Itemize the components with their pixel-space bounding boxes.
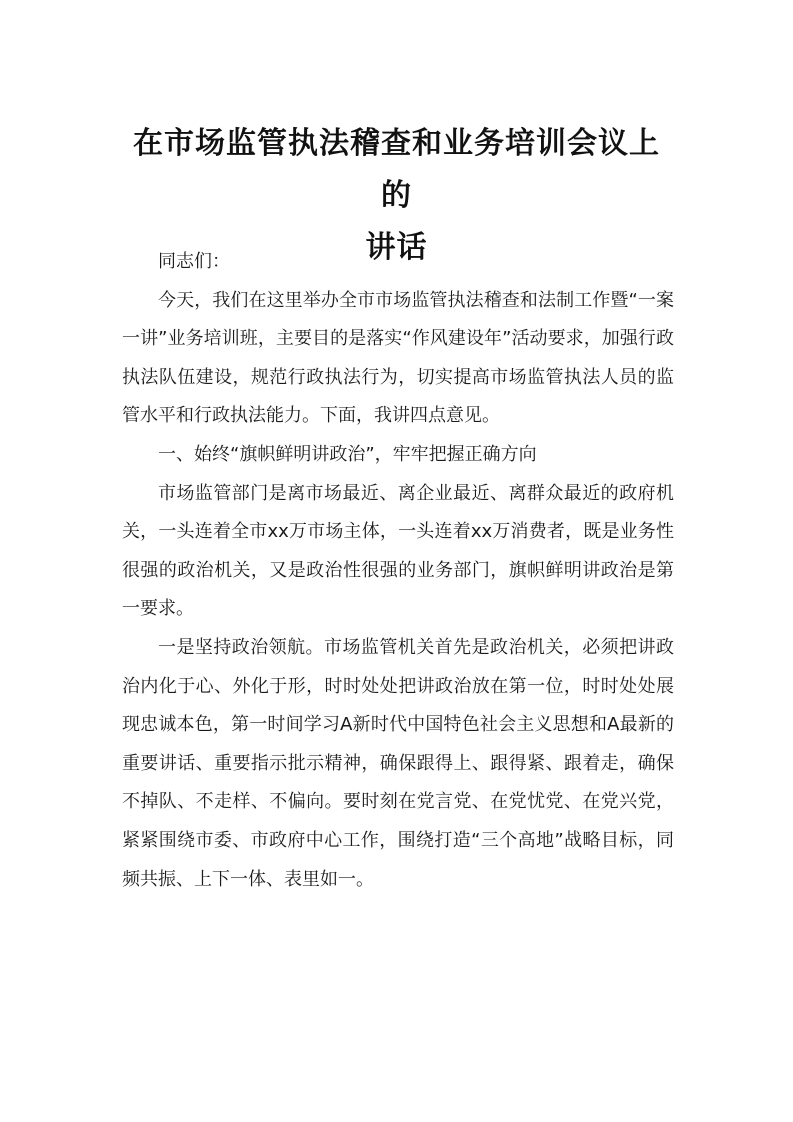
salutation: 同志们： (158, 251, 230, 272)
title-line-1: 在市场监管执法稽查和业务培训会议上的 (133, 126, 660, 213)
paragraph-intro: 今天，我们在这里举办全市市场监管执法稽查和法制工作暨“一案一讲”业务培训班，主要目的是落实“作风建设年”活动要求，加强行政执法队伍建设，规范行政执法行为，切实提高市场监管执法人员的监管水平和行政执法能力。下面，我讲四点意见。 (122, 289, 674, 427)
paragraph-point-1: 一是坚持政治领航。市场监管机关首先是政治机关，必须把讲政治内化于心、外化于形，时时处处把讲政治放在第一位，时时处处展现忠诚本色，第一时间学习A新时代中国特色社会主义思想和A最新的重要讲话、重要指示批示精神，确保跟得上、跟得紧、跟着走，确保不掉队、不走样、不偏向。要时刻在党言党、在党忧党、在党兴党，紧紧围绕市委、市政府中心工作，围绕打造“三个高地”战略目标，同频共振、上下一体、表里如一。 (122, 636, 674, 890)
paragraph-section-1: 市场监管部门是离市场最近、离企业最近、离群众最近的政府机关，一头连着全市xx万市场主体，一头连着xx万消费者，既是业务性很强的政治机关，又是政治性很强的业务部门，旗帜鲜明讲政治是第一要求。 (122, 482, 674, 620)
title-line-2: 讲话 (365, 230, 428, 265)
section-heading-1: 一、始终“旗帜鲜明讲政治”，牢牢把握正确方向 (158, 443, 537, 465)
document-body (122, 243, 674, 899)
